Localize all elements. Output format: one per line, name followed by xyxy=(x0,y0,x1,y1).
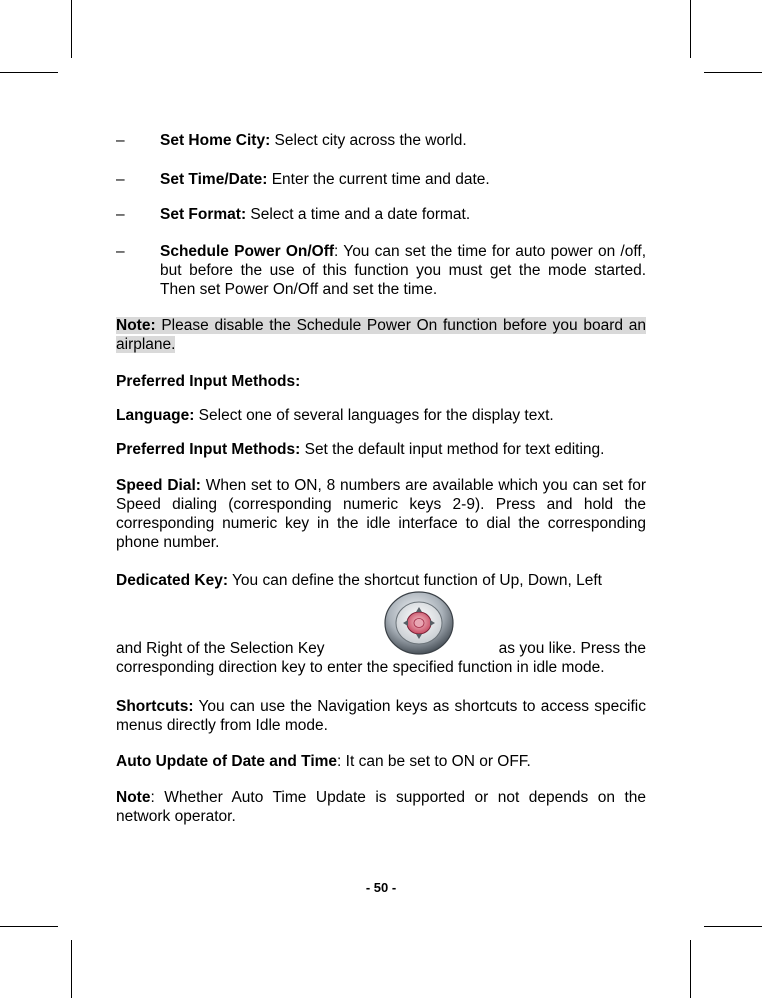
bullet-schedule-power xyxy=(116,242,646,299)
para-text: You can define the shortcut function of Up, Down, Left xyxy=(227,572,602,589)
bullet-text: Enter the current time and date. xyxy=(267,171,490,188)
para-language xyxy=(116,406,646,425)
bullet-label: Schedule Power On/Off xyxy=(160,243,335,260)
bullet-label: Set Home City: xyxy=(160,132,271,149)
crop-mark xyxy=(0,72,58,73)
crop-mark xyxy=(71,0,72,58)
bullet-label: Set Format: xyxy=(160,206,247,223)
dedicated-line2 xyxy=(116,589,646,655)
para-text: When set to ON, 8 numbers are available which you can set for Speed dialing (corresponding numeric keys 2-9). Press and hold the corresponding numeric key in the idle interface to dial the corresponding phone number. xyxy=(116,477,646,551)
para-label: Auto Update of Date and Time xyxy=(116,753,338,770)
para-shortcuts xyxy=(116,697,646,735)
bullet-dash: – xyxy=(116,171,125,188)
para-text: corresponding direction key to enter the specified function in idle mode. xyxy=(116,659,605,676)
bullet-text: Select city across the world. xyxy=(270,132,467,149)
para-preferred-input xyxy=(116,440,646,459)
para-text: You can use the Navigation keys as shortcuts to access specific menus directly from Idle mode. xyxy=(116,698,646,734)
para-auto-update xyxy=(116,752,646,771)
para-label: Speed Dial: xyxy=(116,477,201,494)
crop-mark xyxy=(0,926,58,927)
page-number: - 50 - xyxy=(365,880,397,895)
para-label: Shortcuts: xyxy=(116,698,194,715)
note-auto-time xyxy=(116,788,646,826)
dedicated-rest xyxy=(116,658,646,677)
para-text: : It can be set to ON or OFF. xyxy=(337,753,531,770)
para-text: Set the default input method for text editing. xyxy=(300,441,605,458)
note-airplane xyxy=(116,316,646,354)
bullet-set-format xyxy=(116,205,646,224)
para-speed-dial xyxy=(116,476,646,552)
note-label: Note: xyxy=(116,317,156,334)
para-text: Select one of several languages for the display text. xyxy=(194,407,554,424)
bullet-label: Set Time/Date: xyxy=(160,171,268,188)
crop-mark xyxy=(690,940,691,998)
para-dedicated-key xyxy=(116,571,646,590)
para-text: and Right of the Selection Key xyxy=(116,640,325,657)
crop-mark xyxy=(690,0,691,58)
heading-text: Preferred Input Methods: xyxy=(116,373,301,390)
bullet-dash: – xyxy=(116,206,125,223)
para-label: Language: xyxy=(116,407,195,424)
note-text: : Whether Auto Time Update is supported or not depends on the network operator. xyxy=(116,789,646,825)
section-heading xyxy=(116,372,646,391)
bullet-set-home-city xyxy=(116,131,646,150)
bullet-dash: – xyxy=(116,132,125,149)
note-text: Please disable the Schedule Power On function before you board an airplane. xyxy=(116,317,646,353)
bullet-set-time-date xyxy=(116,170,646,189)
crop-mark xyxy=(704,72,762,73)
bullet-dash: – xyxy=(116,243,125,260)
crop-mark xyxy=(704,926,762,927)
bullet-text: : You can set the time for auto power on /off, but before the use of this function you must get the mode started. Then set Power On/Off and set the time. xyxy=(160,243,647,298)
para-text: as you like. Press the xyxy=(498,640,646,657)
crop-mark xyxy=(71,940,72,998)
note-label: Note xyxy=(116,789,151,806)
para-label: Dedicated Key: xyxy=(116,572,228,589)
para-label: Preferred Input Methods: xyxy=(116,441,301,458)
bullet-text: Select a time and a date format. xyxy=(246,206,471,223)
selection-key-icon xyxy=(384,589,454,655)
